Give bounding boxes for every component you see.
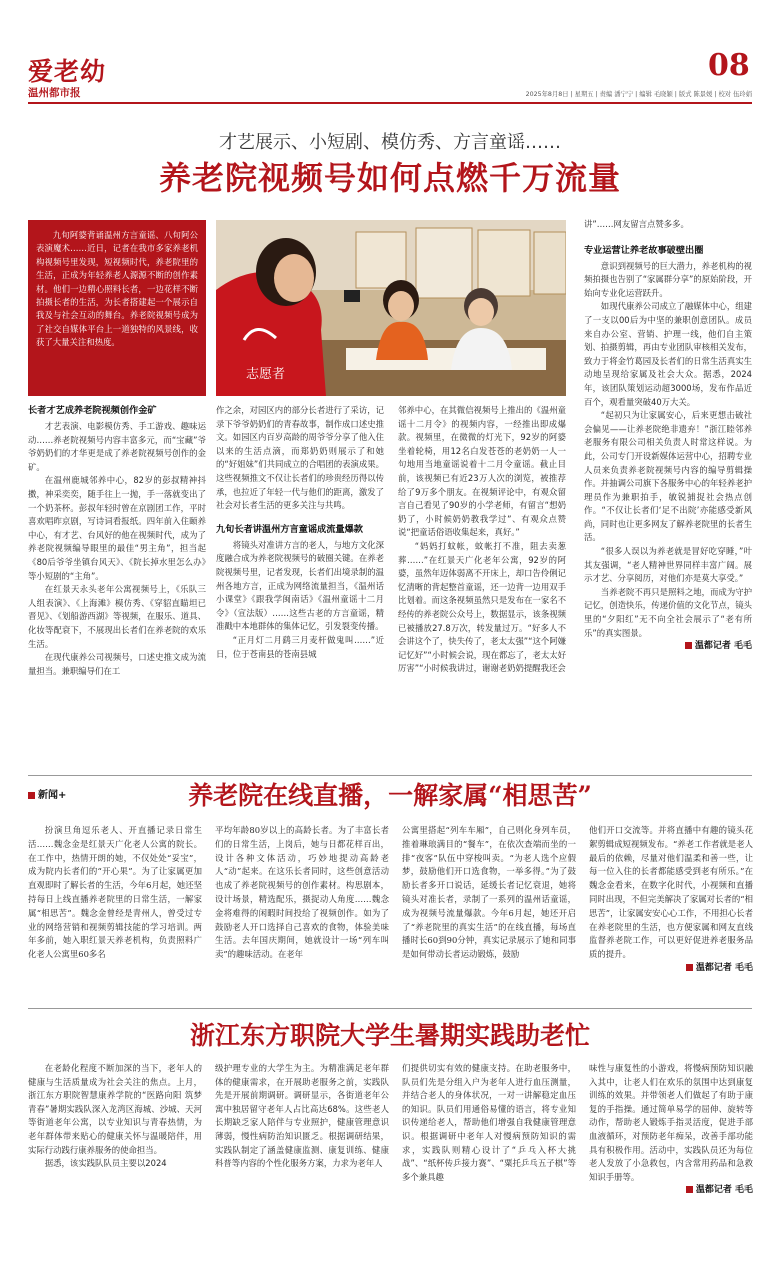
story2-col1: 扮演旦角逗乐老人、开直播记录日常生活……魏念金是红景天广化老人公寓的院长。在工作中，热情开朗的她，不仅处处“妥宝”，成为院内长者们的“开心果”。为了让家属更加直观即时了解长者的生活，今年6月起，她还坚持每日上线直播养老院里的日常生活，一解家属“相思苦”。魏念金曾经是青州人，曾受过专业的网络营销和视频剪辑技能的学习培训。两年多前，她入职红景天养老机构，负责照料广化老人公寓里60多名	[28, 825, 202, 960]
lead-col4-para: 意识到视频号的巨大潜力，养老机构的视频拍摄也告别了“家属群分享”的原始阶段，开始向专业化运营跃升。	[584, 260, 752, 298]
lead-col2-para: 将镜头对准讲方言的老人，与地方文化深度融合成为养老院视频号的破圈关键。在养老院视频号里，记者发现，长者们出境录制的温州各地方言，正成为网络流量担当，《温州话小课堂》《跟我学闽南话》《温州童谣十二月令》（宣法版）……这些古老的方言童谣，精准戳中本地群体的集体记忆，引发裂变传播。	[216, 539, 384, 632]
story3-col2: 级护理专业的大学生为主。为精准满足老年群体的健康需求，在开展助老服务之前，实践队先是开展前期调研。调研显示，各街道老年公寓中独居留守老年人占比高达68%。这些老人长期缺乏家人陪伴与专业照护，健康管理意识薄弱，慢性病防治知识匮乏。根据调研结果，实践队制定了涵盖健康监测、康复训练、健康科普等内容的个性化服务方案，力求为老年人	[215, 1063, 389, 1169]
lead-photo	[216, 220, 566, 396]
story2-tag: 新闻+	[28, 786, 66, 801]
lead-photo-art	[216, 220, 566, 396]
lead-col1-para: 在红景天永头老年公寓视频号上，《乐队三人组表演》、《上海滩》模仿秀、《穿貂直瞄坦已晋见》、《划船游西湖》等视频，在服乐、道具、化妆等配衰下，不展现出长者们在养老院的欢乐生活。	[28, 584, 206, 649]
story2-headline: 养老院在线直播，一解家属“相思苦”	[188, 781, 592, 810]
lead-col2-subhead: 九旬长者讲温州方言童谣成流量爆款	[216, 523, 363, 535]
lead-col1-para: 在温州鹿城邻养中心，82岁的彭叔精神抖擞，神采奕奕，随手往上一抛，手一落就变出了一个奶茶杯。彭叔年轻时曾在京剧团工作，平时喜欢唱昨京剧，写诗词看报纸。四年前入住颐养中心，有才艺、台风好的他在视频时代，成为了养老院视频编导眼里的最佳“男主角”，担当起《80后爷爷坐镇台风天》、《院长掉水里怎么办》等小短剧的“主角”。	[28, 475, 206, 581]
divider	[28, 1008, 752, 1009]
story3-byline: 温都记者 毛毛	[589, 1184, 753, 1198]
issue-meta: 2025年8月8日 | 星期五 | 责编 潘宁宁 | 编辑 毛晓颖 | 版式 陈景媛 | 校对 伍玲娟	[525, 91, 752, 98]
lead-col1-para: 才艺表演、电影模仿秀、手工游戏、趣味运动……养老院视频号内容丰富多元，而“宝藏”爷爷奶奶们的才华更是成了养老院视频号创作的金矿。	[28, 421, 206, 472]
lead-col3	[398, 404, 566, 676]
lead-col4-subhead: 专业运营让养老故事破壁出圈	[584, 244, 704, 256]
story3-col1: 在老龄化程度不断加深的当下，老年人的健康与生活质量成为社会关注的焦点。上月，浙江东方职院智慧康养学院的“医路向阳 筑梦青春”暑期实践队深入龙湾区海城、沙城、天河等街道老年公寓，以专业知识与青春热情，为老年群体带来贴心的健康关怀与温暖陪伴，用实际行动践行康养服务的使命担当。 据悉，该实践队队员主要以2024	[28, 1063, 202, 1169]
lead-col1-subhead: 长者才艺成养老院视频创作金矿	[28, 405, 157, 416]
story2-col4: 他们开口交流等。并将直播中有趣的镜头花絮剪辑成短视频发布。“养老工作者就是老人最后的依赖，尽量对他们温柔和善一些，让每一位入住的长者都能感受到老有所乐。”在魏念金看来，在数字化时代，小视频和直播同时出现，不但完美解决了家属对长者的“相思苦”，让家属安安心心工作，不用担心长者在养老院里的生活，也方便家属和网友直线监督养老院工作，可以更好促进养老服务品质的提升。 温都记者 毛毛	[589, 824, 753, 976]
story2-col3: 公寓里搭起“列车车厢”，自己则化身列车员，推着琳琅满目的“餐车”，在依次查端而坐的一排“夜客”队伍中穿梭叫卖。“为老人选个应假梦，鼓励他们开口选食物，一举多得。”为了鼓励长者多开口说话，延缓长者记忆衰退，她将镜头对准长者，录制了一系列的温州话童谣，成为视频号流量爆款。今年6月起，她还开启了“养老院里的真实生活”的在线直播，每场直播时长60到90分钟，真实记录展示了她和同事是如何带动长者运动锻炼，鼓励	[402, 825, 576, 960]
lead-col3-para: 邻养中心，在其微信视频号上推出的《温州童谣十二月令》的视频内容，一经推出即成爆款。视频里，在微微的灯光下，92岁的阿婆坐着轮椅，用12名白发苍苍的老奶奶一人一句地用当地童谣说着十二月令童谣。截止目前，该视频已有近23万人次的浏览，被推荐给了9万多个朋友。在视频评论中，有观众留言自己看见了90岁的小学老师，有留言“想奶奶了，小时候奶奶教我学过”、有观众点赞说“把童话俗语收集起来，真好。”	[398, 405, 566, 538]
lead-col4-para: “起初只为让家属安心，后来更想击破社会偏见——让养老院绝非遗弃！”浙江睦邻养老服务有限公司相关负责人时常这样说。为此，公司专门开设新媒体运营中心，招聘专业人员来负责养老院视频号内容的编导剪辑操作。并抽调公司旗下各服务中心的年轻养老护理员作为兼职拍手，敏锐捕捉社会热点创作。“不仅让长者们‘足不出院’亦能感受新风尚，同时也让更多网友了解养老院里的长者生活。	[584, 410, 752, 543]
lead-col4-para: 讲”……网友留言点赞多多。	[584, 219, 689, 229]
lead-headline: 养老院视频号如何点燃千万流量	[158, 159, 621, 197]
lead-col1-para: 在现代康养公司视频号，口述史推文成为流量担当。兼职编导们在工	[28, 652, 206, 676]
section-title: 爱老幼	[28, 57, 107, 86]
story2-col2: 平均年龄80岁以上的高龄长者。为了丰富长者们的日常生活，上岗后，她与日都花样百出，设计各种文体活动，巧妙地提动高龄老人“动”起来。在这乐长者同时，这些创意活动也成了养老院视频号的创作素材。构思剧本，设计场景，精选配乐，摄捉动人角度……魏念金将难得的闲暇时间投给了视频创作。如为了鼓励老人开口选择自己喜欢的食物，体验美味生活。去年国庆期间，她就设计一场“列车叫卖”的趣味活动。在老年	[215, 825, 389, 960]
lead-col4-para: “很多人误以为养老就是冒好吃穿睡，”叶其友强调，“老人精神世界同样丰富广阔。展示才艺、分享阅历，对他们亦是莫大享受。”	[584, 546, 752, 584]
lead-col2	[216, 404, 384, 661]
story2-byline: 温都记者 毛毛	[589, 962, 753, 976]
lead-kicker: 才艺展示、小短剧、模仿秀、方言童谣……	[219, 132, 561, 153]
story3-col3: 们提供切实有效的健康支持。在助老服务中，队员们先是分组入户为老年人进行血压测量，并结合老人的身体状况，一对一讲解稳定血压的知识。队员们用通俗易懂的语言，将专业知识传递给老人，帮助他们增强自我健康管理意识。根据调研中老年人对慢病预防知识的需求，实践队则精心设计了“乒乓入杯大挑战”、“纸杯传乒接力赛”、“粟托乒乓五子棋”等多个兼具趣	[402, 1063, 576, 1182]
lead-col4-para: 如现代康养公司成立了融媒体中心，组建了一支以00后为中坚的兼职创意团队。成员来自办公室、营销、护理一线，他们自主策划、拍摄剪辑，再由专业团队审核相关发布，致力于将金竹葛园及长者们的日常生活真实生动地呈现给家属及社会大众。据悉，2024年，该团队策划运动超3000场，发布作品近百个，观看量突破40万大关。	[584, 301, 752, 407]
masthead-rule	[28, 102, 752, 104]
lead-col3-para: “妈妈打蚊帐，蚊帐打不准，阻去卖葱葬……”在红景天广化老年公寓，92岁的阿婆，虽然年迈体弱离不开床上，却口告伶俐记忆清晰的背起整首童谣，还一边背一边用双手比划着。而这条视频虽然只是发布在一家名不经传的养老院公众号上，数据显示，该条视频已被播放27.8万次，转发量过万。“好多人不会讲这个了，快失传了，老太太强”“这个阿嫌记忆好”“小时候会说，现在都忘了，老太太好厉害”“小时候我讲过，谢谢老奶奶提醒我还会	[398, 540, 566, 674]
lead-byline: 温都记者 毛毛	[584, 640, 752, 654]
lead-col4-para: 当养老院不再只是照料之地，而成为守护记忆，创造快乐，传递价值的文化节点，镜头里的“夕阳红”无不向全社会展示了“老有所乐”的真实图景。	[584, 586, 752, 638]
lead-col1	[28, 404, 206, 678]
lead-col2-para: 作之余，对园区内的部分长者进行了采访，记录下爷爷奶奶们的青春故事，制作成口述史推文。如园区内百岁高龄的周爷爷分享了他入住以来的生活点滴，而郑奶奶则展示了和她的“好姐妹”们共同成立的合唱团的表演成果。这些视频推文不仅让长者们的珍贵经历得以传承，也拉近了年轻一代与他们的距离，激发了社会对长者生活的更多关注与共鸣。	[216, 405, 384, 511]
page-number: 08	[708, 48, 750, 83]
lead-col4	[584, 218, 752, 654]
newspaper-name: 温州都市报	[28, 87, 81, 99]
photo-vest-text: 志愿者	[246, 367, 286, 382]
story3-col4: 味性与康复性的小游戏，将慢病预防知识融入其中，让老人们在欢乐的氛围中达到康复训练的效果。并带领老人们做起了有助于康复的手指操。通过简单易学的屈伸、旋转等动作，帮助老人锻炼手指灵活度，促进手部血液循环，对预防老年痴呆，改善手部功能具有积极作用。活动中，实践队员还为每位老人发放了小急救包，内含常用药品和急救知识手册等。 温都记者 毛毛	[589, 1062, 753, 1198]
lead-col2-para: “正月灯二月鹞三月麦杆做鬼叫……”近日，位于苍南县的苍南县城	[216, 634, 384, 659]
lead-summary: 九旬阿婆背诵温州方言童谣、八旬阿公表演魔术……近日，记者在我市多家养老机构视频号里发现，短视频时代，养老院里的生活，正成为年轻养老人源源不断的创作素材。他们一边精心照料长者，一边花样不断拍摄长者的生活，为长者搭建起一个展示自我及与社会互动的舞台。养老院视频号成为了社交自媒体平台上一道独特的风景线，收获了大量关注和热度。	[36, 230, 198, 348]
lead-summary-box	[28, 220, 206, 396]
story3-headline: 浙江东方职院大学生暑期实践助老忙	[189, 1021, 590, 1050]
